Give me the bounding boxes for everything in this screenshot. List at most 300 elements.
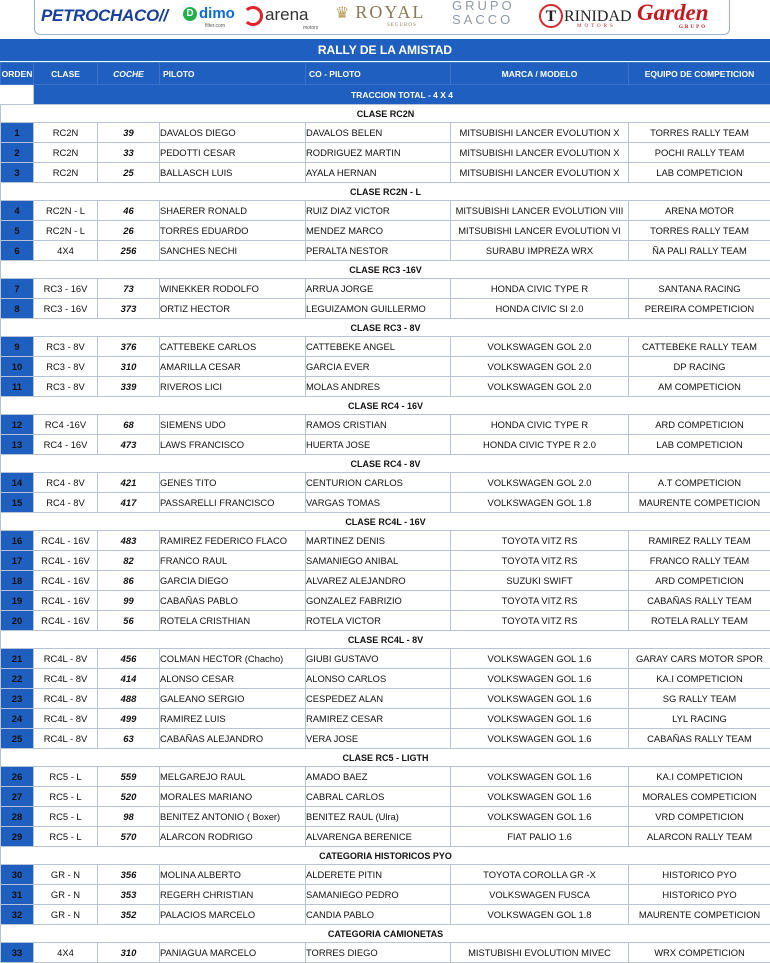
cell-clase: RC5 - L: [34, 827, 98, 847]
table-row: [1, 163, 770, 183]
sponsor-banner: [0, 0, 770, 38]
cell-copiloto: ALVARENGA BERENICE: [306, 827, 451, 847]
cell-piloto: ORTIZ HECTOR: [160, 299, 306, 319]
cell-equipo: CATTEBEKE RALLY TEAM: [629, 337, 770, 357]
section-label: CLASE RC3 - 8V: [1, 319, 770, 337]
cell-coche: 414: [98, 669, 160, 689]
cell-copiloto: RAMOS CRISTIAN: [306, 415, 451, 435]
cell-equipo: ÑA PALI RALLY TEAM: [629, 241, 770, 261]
cell-coche: 26: [98, 221, 160, 241]
cell-clase: RC5 - L: [34, 767, 98, 787]
cell-piloto: SIEMENS UDO: [160, 415, 306, 435]
cell-piloto: CABAÑAS PABLO: [160, 591, 306, 611]
cell-copiloto: ARRUA JORGE: [306, 279, 451, 299]
cell-coche: 82: [98, 551, 160, 571]
cell-copiloto: BENITEZ RAUL (Ulra): [306, 807, 451, 827]
table-row: [1, 729, 770, 749]
cell-clase: RC4 - 8V: [34, 493, 98, 513]
cell-coche: 520: [98, 787, 160, 807]
cell-marca-modelo: HONDA CIVIC SI 2.0: [451, 299, 629, 319]
cell-equipo: CABAÑAS RALLY TEAM: [629, 591, 770, 611]
cell-equipo: HISTORICO PYO: [629, 885, 770, 905]
cell-coche: 310: [98, 357, 160, 377]
cell-equipo: MAURENTE COMPETICION: [629, 493, 770, 513]
cell-clase: RC3 - 8V: [34, 377, 98, 397]
section-label: CLASE RC2N: [1, 105, 770, 123]
cell-marca-modelo: VOLKSWAGEN GOL 1.8: [451, 493, 629, 513]
cell-clase: RC2N: [34, 123, 98, 143]
arena-motors-logo: arena motors: [243, 5, 308, 26]
section-header-row: [1, 455, 770, 473]
traccion-banner: TRACCION TOTAL - 4 X 4: [34, 85, 770, 105]
cell-coche: 356: [98, 865, 160, 885]
section-label: CLASE RC4 - 16V: [1, 397, 770, 415]
cell-marca-modelo: FIAT PALIO 1.6: [451, 827, 629, 847]
cell-copiloto: PERALTA NESTOR: [306, 241, 451, 261]
cell-equipo: WRX COMPETICION: [629, 943, 770, 963]
cell-orden: 1: [1, 123, 34, 143]
crown-icon: ♛: [335, 5, 351, 22]
cell-orden: 27: [1, 787, 34, 807]
cell-piloto: RAMIREZ LUIS: [160, 709, 306, 729]
table-row: [1, 767, 770, 787]
cell-equipo: KA.I COMPETICION: [629, 767, 770, 787]
cell-coche: 73: [98, 279, 160, 299]
cell-marca-modelo: SUZUKI SWIFT: [451, 571, 629, 591]
cell-equipo: A.T COMPETICION: [629, 473, 770, 493]
cell-copiloto: MOLAS ANDRES: [306, 377, 451, 397]
cell-orden: 6: [1, 241, 34, 261]
cell-piloto: RAMIREZ FEDERICO FLACO: [160, 531, 306, 551]
cell-piloto: DAVALOS DIEGO: [160, 123, 306, 143]
cell-marca-modelo: VOLKSWAGEN FUSCA: [451, 885, 629, 905]
cell-orden: 17: [1, 551, 34, 571]
cell-coche: 353: [98, 885, 160, 905]
cell-marca-modelo: TOYOTA VITZ RS: [451, 551, 629, 571]
cell-clase: RC3 - 8V: [34, 357, 98, 377]
cell-clase: RC4L - 16V: [34, 611, 98, 631]
cell-orden: 14: [1, 473, 34, 493]
cell-copiloto: GONZALEZ FABRIZIO: [306, 591, 451, 611]
cell-clase: 4X4: [34, 241, 98, 261]
cell-marca-modelo: VOLKSWAGEN GOL 1.6: [451, 807, 629, 827]
table-row: [1, 201, 770, 221]
cell-marca-modelo: TOYOTA VITZ RS: [451, 531, 629, 551]
cell-copiloto: CENTURION CARLOS: [306, 473, 451, 493]
cell-piloto: REGERH CHRISTIAN: [160, 885, 306, 905]
cell-orden: 31: [1, 885, 34, 905]
cell-clase: GR - N: [34, 905, 98, 925]
cell-equipo: SG RALLY TEAM: [629, 689, 770, 709]
cell-piloto: SANCHES NECHI: [160, 241, 306, 261]
cell-marca-modelo: VOLKSWAGEN GOL 1.8: [451, 905, 629, 925]
cell-marca-modelo: MITSUBISHI LANCER EVOLUTION X: [451, 123, 629, 143]
cell-clase: GR - N: [34, 865, 98, 885]
cell-copiloto: VARGAS TOMAS: [306, 493, 451, 513]
header-marca-modelo: MARCA / MODELO: [451, 63, 629, 85]
cell-piloto: SHAERER RONALD: [160, 201, 306, 221]
cell-copiloto: CESPEDEZ ALAN: [306, 689, 451, 709]
cell-piloto: GALEANO SERGIO: [160, 689, 306, 709]
cell-equipo: POCHI RALLY TEAM: [629, 143, 770, 163]
cell-coche: 417: [98, 493, 160, 513]
cell-equipo: TORRES RALLY TEAM: [629, 221, 770, 241]
cell-clase: RC4 - 16V: [34, 435, 98, 455]
table-row: [1, 377, 770, 397]
petrochaco-logo: PETROCHACO//: [41, 6, 168, 26]
cell-coche: 256: [98, 241, 160, 261]
cell-piloto: MELGAREJO RAUL: [160, 767, 306, 787]
cell-equipo: LYL RACING: [629, 709, 770, 729]
sponsor-logo-strip: [34, 0, 730, 35]
table-row: [1, 611, 770, 631]
cell-equipo: SANTANA RACING: [629, 279, 770, 299]
table-row: [1, 807, 770, 827]
cell-coche: 456: [98, 649, 160, 669]
table-row: [1, 827, 770, 847]
cell-equipo: AM COMPETICION: [629, 377, 770, 397]
cell-marca-modelo: HONDA CIVIC TYPE R: [451, 279, 629, 299]
table-row: [1, 865, 770, 885]
cell-coche: 86: [98, 571, 160, 591]
cell-piloto: BENITEZ ANTONIO ( Boxer): [160, 807, 306, 827]
cell-piloto: ALONSO CESAR: [160, 669, 306, 689]
cell-clase: RC4L - 16V: [34, 591, 98, 611]
cell-clase: RC3 - 16V: [34, 279, 98, 299]
cell-copiloto: RODRIGUEZ MARTIN: [306, 143, 451, 163]
cell-clase: RC4L - 8V: [34, 729, 98, 749]
table-row: [1, 885, 770, 905]
section-label: CATEGORIA CAMIONETAS: [1, 925, 770, 943]
table-row: [1, 591, 770, 611]
cell-orden: 4: [1, 201, 34, 221]
cell-clase: RC5 - L: [34, 807, 98, 827]
cell-clase: RC5 - L: [34, 787, 98, 807]
cell-equipo: MAURENTE COMPETICION: [629, 905, 770, 925]
section-header-row: [1, 847, 770, 865]
garden-grupo-logo: Garden GRUPO: [637, 0, 709, 26]
table-row: [1, 279, 770, 299]
cell-marca-modelo: VOLKSWAGEN GOL 1.6: [451, 689, 629, 709]
cell-orden: 12: [1, 415, 34, 435]
cell-orden: 19: [1, 591, 34, 611]
cell-clase: RC2N: [34, 163, 98, 183]
cell-marca-modelo: VOLKSWAGEN GOL 2.0: [451, 377, 629, 397]
cell-orden: 30: [1, 865, 34, 885]
cell-clase: RC2N - L: [34, 221, 98, 241]
cell-marca-modelo: VOLKSWAGEN GOL 1.6: [451, 649, 629, 669]
table-row: [1, 221, 770, 241]
cell-coche: 56: [98, 611, 160, 631]
section-label: CLASE RC4 - 8V: [1, 455, 770, 473]
cell-marca-modelo: VOLKSWAGEN GOL 1.6: [451, 669, 629, 689]
section-label: CLASE RC5 - LIGTH: [1, 749, 770, 767]
cell-equipo: ALARCON RALLY TEAM: [629, 827, 770, 847]
table-row: [1, 143, 770, 163]
cell-marca-modelo: MITSUBISHI LANCER EVOLUTION VIII: [451, 201, 629, 221]
cell-coche: 99: [98, 591, 160, 611]
section-header-row: [1, 397, 770, 415]
cell-copiloto: VERA JOSE: [306, 729, 451, 749]
cell-copiloto: MARTINEZ DENIS: [306, 531, 451, 551]
table-row: [1, 669, 770, 689]
cell-orden: 23: [1, 689, 34, 709]
dimo-logo: D dimo filter.com: [183, 5, 235, 22]
entry-list-table: [0, 62, 770, 963]
cell-clase: RC2N - L: [34, 201, 98, 221]
page-title: RALLY DE LA AMISTAD: [0, 39, 770, 61]
cell-orden: 18: [1, 571, 34, 591]
cell-copiloto: ROTELA VICTOR: [306, 611, 451, 631]
cell-orden: 10: [1, 357, 34, 377]
cell-orden: 24: [1, 709, 34, 729]
section-header-row: [1, 513, 770, 531]
cell-equipo: HISTORICO PYO: [629, 865, 770, 885]
cell-clase: RC4L - 8V: [34, 669, 98, 689]
cell-piloto: ROTELA CRISTHIAN: [160, 611, 306, 631]
cell-copiloto: ALONSO CARLOS: [306, 669, 451, 689]
cell-marca-modelo: VOLKSWAGEN GOL 1.6: [451, 767, 629, 787]
cell-clase: RC2N: [34, 143, 98, 163]
table-row: [1, 709, 770, 729]
royal-seguros-logo: ♛ ROYAL SEGUROS: [335, 2, 425, 23]
cell-coche: 39: [98, 123, 160, 143]
cell-coche: 339: [98, 377, 160, 397]
cell-copiloto: SAMANIEGO PEDRO: [306, 885, 451, 905]
cell-equipo: ARENA MOTOR: [629, 201, 770, 221]
cell-orden: 16: [1, 531, 34, 551]
cell-coche: 421: [98, 473, 160, 493]
cell-copiloto: LEGUIZAMON GUILLERMO: [306, 299, 451, 319]
section-label: CLASE RC4L - 8V: [1, 631, 770, 649]
header-copiloto: CO - PILOTO: [306, 63, 451, 85]
table-row: [1, 787, 770, 807]
cell-coche: 559: [98, 767, 160, 787]
cell-orden: 13: [1, 435, 34, 455]
cell-piloto: BALLASCH LUIS: [160, 163, 306, 183]
table-row: [1, 415, 770, 435]
cell-piloto: LAWS FRANCISCO: [160, 435, 306, 455]
cell-orden: 33: [1, 943, 34, 963]
section-header-row: [1, 183, 770, 201]
cell-orden: 22: [1, 669, 34, 689]
table-row: [1, 689, 770, 709]
cell-coche: 376: [98, 337, 160, 357]
cell-copiloto: ALVAREZ ALEJANDRO: [306, 571, 451, 591]
cell-orden: 25: [1, 729, 34, 749]
cell-equipo: RAMIREZ RALLY TEAM: [629, 531, 770, 551]
cell-equipo: VRD COMPETICION: [629, 807, 770, 827]
cell-equipo: PEREIRA COMPETICION: [629, 299, 770, 319]
cell-orden: 8: [1, 299, 34, 319]
cell-coche: 473: [98, 435, 160, 455]
cell-coche: 352: [98, 905, 160, 925]
cell-marca-modelo: VOLKSWAGEN GOL 2.0: [451, 337, 629, 357]
section-label: CLASE RC3 -16V: [1, 261, 770, 279]
cell-marca-modelo: HONDA CIVIC TYPE R 2.0: [451, 435, 629, 455]
cell-equipo: DP RACING: [629, 357, 770, 377]
cell-clase: RC4L - 16V: [34, 531, 98, 551]
cell-marca-modelo: TOYOTA VITZ RS: [451, 591, 629, 611]
cell-piloto: COLMAN HECTOR (Chacho): [160, 649, 306, 669]
cell-marca-modelo: TOYOTA VITZ RS: [451, 611, 629, 631]
cell-coche: 488: [98, 689, 160, 709]
cell-clase: 4X4: [34, 943, 98, 963]
cell-equipo: MORALES COMPETICION: [629, 787, 770, 807]
cell-marca-modelo: MISTUBISHI EVOLUTION MIVEC: [451, 943, 629, 963]
cell-copiloto: RUIZ DIAZ VICTOR: [306, 201, 451, 221]
table-row: [1, 241, 770, 261]
header-clase: CLASE: [34, 63, 98, 85]
cell-copiloto: CATTEBEKE ANGEL: [306, 337, 451, 357]
cell-orden: 7: [1, 279, 34, 299]
cell-coche: 68: [98, 415, 160, 435]
section-header-row: [1, 319, 770, 337]
cell-clase: RC4L - 8V: [34, 709, 98, 729]
cell-orden: 21: [1, 649, 34, 669]
cell-orden: 26: [1, 767, 34, 787]
table-row: [1, 123, 770, 143]
section-header-row: [1, 261, 770, 279]
cell-clase: RC4L - 8V: [34, 649, 98, 669]
cell-equipo: CABAÑAS RALLY TEAM: [629, 729, 770, 749]
table-row: [1, 649, 770, 669]
cell-marca-modelo: MITSUBISHI LANCER EVOLUTION X: [451, 163, 629, 183]
cell-piloto: PEDOTTI CESAR: [160, 143, 306, 163]
cell-marca-modelo: MITSUBISHI LANCER EVOLUTION X: [451, 143, 629, 163]
cell-copiloto: CANDIA PABLO: [306, 905, 451, 925]
header-equipo: EQUIPO DE COMPETICION: [629, 63, 770, 85]
cell-piloto: PASSARELLI FRANCISCO: [160, 493, 306, 513]
cell-equipo: TORRES RALLY TEAM: [629, 123, 770, 143]
cell-copiloto: HUERTA JOSE: [306, 435, 451, 455]
cell-coche: 310: [98, 943, 160, 963]
cell-copiloto: GARCIA EVER: [306, 357, 451, 377]
cell-orden: 20: [1, 611, 34, 631]
table-row: [1, 493, 770, 513]
cell-clase: RC4L - 8V: [34, 689, 98, 709]
table-row: [1, 943, 770, 963]
cell-copiloto: MENDEZ MARCO: [306, 221, 451, 241]
cell-clase: RC4L - 16V: [34, 571, 98, 591]
cell-copiloto: SAMANIEGO ANIBAL: [306, 551, 451, 571]
cell-marca-modelo: VOLKSWAGEN GOL 1.6: [451, 729, 629, 749]
cell-orden: 5: [1, 221, 34, 241]
section-header-row: [1, 105, 770, 123]
cell-piloto: GARCIA DIEGO: [160, 571, 306, 591]
section-label: CLASE RC2N - L: [1, 183, 770, 201]
cell-marca-modelo: SURABU IMPREZA WRX: [451, 241, 629, 261]
table-row: [1, 531, 770, 551]
cell-orden: 28: [1, 807, 34, 827]
cell-orden: 2: [1, 143, 34, 163]
cell-marca-modelo: TOYOTA COROLLA GR -X: [451, 865, 629, 885]
cell-marca-modelo: HONDA CIVIC TYPE R: [451, 415, 629, 435]
cell-piloto: GENES TITO: [160, 473, 306, 493]
section-header-row: [1, 749, 770, 767]
table-row: [1, 435, 770, 455]
cell-coche: 46: [98, 201, 160, 221]
traccion-row: [1, 85, 770, 105]
cell-equipo: GARAY CARS MOTOR SPOR: [629, 649, 770, 669]
header-orden: ORDEN: [1, 63, 34, 85]
cell-piloto: RIVEROS LICI: [160, 377, 306, 397]
header-piloto: PILOTO: [160, 63, 306, 85]
section-header-row: [1, 925, 770, 943]
cell-equipo: ROTELA RALLY TEAM: [629, 611, 770, 631]
cell-marca-modelo: VOLKSWAGEN GOL 1.6: [451, 709, 629, 729]
cell-copiloto: AYALA HERNAN: [306, 163, 451, 183]
cell-piloto: MOLINA ALBERTO: [160, 865, 306, 885]
cell-copiloto: GIUBI GUSTAVO: [306, 649, 451, 669]
cell-orden: 29: [1, 827, 34, 847]
cell-orden: 11: [1, 377, 34, 397]
cell-copiloto: TORRES DIEGO: [306, 943, 451, 963]
cell-equipo: LAB COMPETICION: [629, 435, 770, 455]
table-row: [1, 299, 770, 319]
cell-copiloto: AMADO BAEZ: [306, 767, 451, 787]
cell-coche: 25: [98, 163, 160, 183]
cell-equipo: FRANCO RALLY TEAM: [629, 551, 770, 571]
cell-piloto: MORALES MARIANO: [160, 787, 306, 807]
cell-piloto: CATTEBEKE CARLOS: [160, 337, 306, 357]
cell-clase: RC4 -16V: [34, 415, 98, 435]
cell-piloto: WINEKKER RODOLFO: [160, 279, 306, 299]
cell-coche: 33: [98, 143, 160, 163]
cell-equipo: KA.I COMPETICION: [629, 669, 770, 689]
cell-orden: 32: [1, 905, 34, 925]
cell-copiloto: CABRAL CARLOS: [306, 787, 451, 807]
cell-clase: RC4L - 16V: [34, 551, 98, 571]
table-row: [1, 571, 770, 591]
cell-clase: RC3 - 8V: [34, 337, 98, 357]
cell-coche: 483: [98, 531, 160, 551]
cell-copiloto: ALDERETE PITIN: [306, 865, 451, 885]
cell-coche: 63: [98, 729, 160, 749]
cell-piloto: AMARILLA CESAR: [160, 357, 306, 377]
cell-coche: 499: [98, 709, 160, 729]
table-row: [1, 905, 770, 925]
table-header-row: [1, 63, 770, 85]
grupo-sacco-logo: GRUPO SACCO: [452, 0, 515, 27]
cell-marca-modelo: VOLKSWAGEN GOL 2.0: [451, 357, 629, 377]
header-coche: COCHE: [98, 63, 160, 85]
table-row: [1, 337, 770, 357]
table-row: [1, 473, 770, 493]
section-label: CLASE RC4L - 16V: [1, 513, 770, 531]
cell-clase: RC3 - 16V: [34, 299, 98, 319]
cell-marca-modelo: MITSUBISHI LANCER EVOLUTION VI: [451, 221, 629, 241]
cell-copiloto: RAMIREZ CESAR: [306, 709, 451, 729]
section-header-row: [1, 631, 770, 649]
cell-orden: 3: [1, 163, 34, 183]
cell-equipo: ARD COMPETICION: [629, 415, 770, 435]
cell-marca-modelo: VOLKSWAGEN GOL 1.6: [451, 787, 629, 807]
cell-equipo: LAB COMPETICION: [629, 163, 770, 183]
cell-orden: 15: [1, 493, 34, 513]
cell-coche: 570: [98, 827, 160, 847]
cell-piloto: ALARCON RODRIGO: [160, 827, 306, 847]
table-row: [1, 551, 770, 571]
cell-clase: GR - N: [34, 885, 98, 905]
cell-orden: 9: [1, 337, 34, 357]
trinidad-motors-logo: T RINIDAD MOTORS: [539, 4, 632, 28]
cell-piloto: PANIAGUA MARCELO: [160, 943, 306, 963]
cell-piloto: TORRES EDUARDO: [160, 221, 306, 241]
cell-piloto: FRANCO RAUL: [160, 551, 306, 571]
cell-piloto: PALACIOS MARCELO: [160, 905, 306, 925]
table-row: [1, 357, 770, 377]
